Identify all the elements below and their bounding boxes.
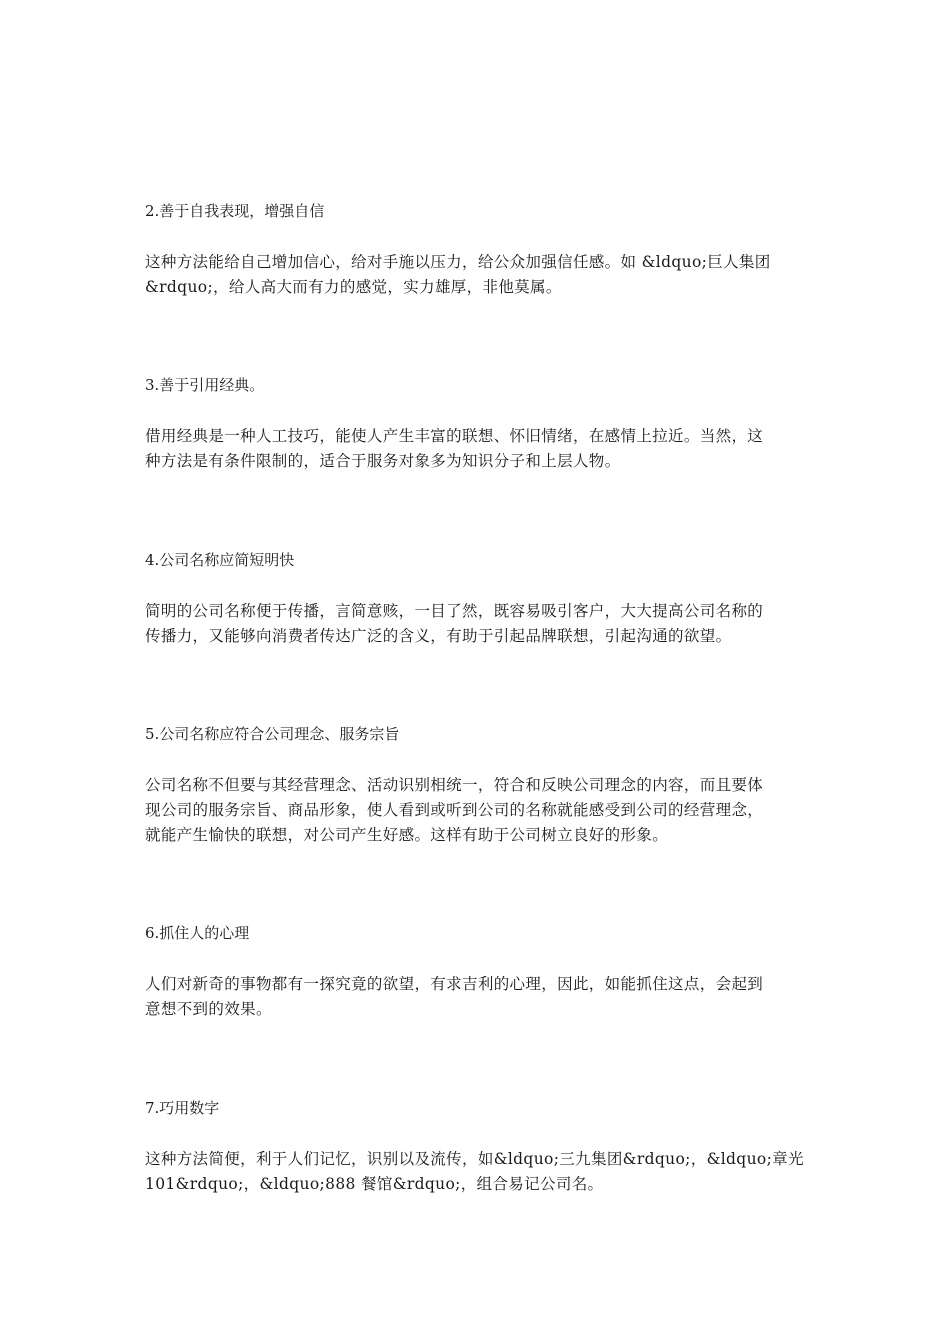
section-heading: 3.善于引用经典。 bbox=[145, 376, 265, 394]
section-7 bbox=[145, 1096, 810, 1197]
section-3 bbox=[145, 373, 810, 474]
section-paragraph-line: &rdquo;，给人高大而有力的感觉，实力雄厚，非他莫属。 bbox=[145, 278, 562, 296]
section-paragraph-line: 传播力，又能够向消费者传达广泛的含义，有助于引起品牌联想，引起沟通的欲望。 bbox=[145, 627, 732, 645]
section-heading: 6.抓住人的心理 bbox=[145, 924, 250, 942]
section-paragraph-line: 现公司的服务宗旨、商品形象，使人看到或听到公司的名称就能感受到公司的经营理念， bbox=[145, 801, 764, 819]
section-paragraph-line: 公司名称不但要与其经营理念、活动识别相统一，符合和反映公司理念的内容，而且要体 bbox=[145, 776, 764, 794]
section-paragraph-line: 简明的公司名称便于传播，言简意赅，一目了然，既容易吸引客户，大大提高公司名称的 bbox=[145, 602, 764, 620]
section-paragraph-line: 就能产生愉快的联想，对公司产生好感。这样有助于公司树立良好的形象。 bbox=[145, 826, 669, 844]
section-6 bbox=[145, 921, 810, 1022]
section-paragraph-line: 101&rdquo;，&ldquo;888 餐馆&rdquo;，组合易记公司名。 bbox=[145, 1175, 604, 1193]
section-paragraph-line: 意想不到的效果。 bbox=[145, 1000, 272, 1018]
section-5 bbox=[145, 722, 810, 848]
section-paragraph-line: 借用经典是一种人工技巧，能使人产生丰富的联想、怀旧情绪，在感情上拉近。当然，这 bbox=[145, 427, 764, 445]
section-heading: 7.巧用数字 bbox=[145, 1099, 220, 1117]
section-heading: 4.公司名称应简短明快 bbox=[145, 551, 295, 569]
section-paragraph-line: 这种方法简便，利于人们记忆，识别以及流传，如&ldquo;三九集团&rdquo;，&ldquo;章光 bbox=[145, 1150, 804, 1168]
section-4 bbox=[145, 548, 810, 649]
section-heading: 2.善于自我表现，增强自信 bbox=[145, 202, 325, 220]
section-paragraph-line: 人们对新奇的事物都有一探究竟的欲望，有求吉利的心理，因此，如能抓住这点，会起到 bbox=[145, 975, 764, 993]
section-2 bbox=[145, 199, 810, 300]
section-paragraph-line: 这种方法能给自己增加信心，给对手施以压力，给公众加强信任感。如 &ldquo;巨人集团 bbox=[145, 253, 771, 271]
section-paragraph-line: 种方法是有条件限制的，适合于服务对象多为知识分子和上层人物。 bbox=[145, 452, 621, 470]
section-heading: 5.公司名称应符合公司理念、服务宗旨 bbox=[145, 725, 400, 743]
